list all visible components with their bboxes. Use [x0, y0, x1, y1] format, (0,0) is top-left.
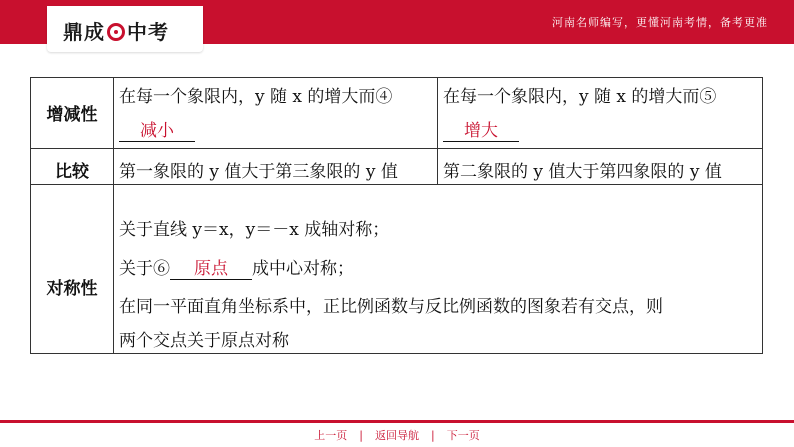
- answer-increase: 增大: [443, 116, 519, 142]
- prev-page-link[interactable]: 上一页: [314, 429, 348, 442]
- footer-separator: |: [431, 429, 435, 442]
- symmetry-line-2-suffix: 成中心对称；: [252, 259, 354, 279]
- header-slogan: 河南名师编写，更懂河南考情，备考更准: [552, 16, 768, 29]
- row-head-comparison: 比较: [55, 162, 89, 182]
- symmetry-line-2: [119, 254, 354, 280]
- footer-rule: [0, 420, 794, 423]
- back-to-nav-link[interactable]: 返回导航: [375, 429, 419, 442]
- logo: [47, 6, 203, 52]
- footer-separator: |: [359, 429, 363, 442]
- answer-origin: 原点: [170, 254, 252, 280]
- answer-decrease: 减小: [119, 116, 195, 142]
- properties-table: [30, 77, 763, 354]
- next-page-link[interactable]: 下一页: [446, 429, 480, 442]
- comparison-right-text: 第二象限的 y 值大于第四象限的 y 值: [443, 162, 722, 182]
- monotonicity-left-text: 在每一个象限内，y 随 x 的增大而④: [119, 87, 393, 107]
- row-divider: [31, 148, 762, 149]
- logo-text-left: 鼎成: [63, 20, 105, 44]
- footer-nav: [0, 427, 794, 443]
- row-head-symmetry: 对称性: [46, 279, 98, 299]
- symmetry-line-4: 两个交点关于原点对称: [119, 331, 289, 351]
- comparison-left-text: 第一象限的 y 值大于第三象限的 y 值: [119, 162, 398, 182]
- symmetry-line-1: 关于直线 y＝x，y＝－x 成轴对称；: [119, 220, 390, 240]
- symmetry-line-3: 在同一平面直角坐标系中，正比例函数与反比例函数的图象若有交点，则: [119, 297, 663, 317]
- target-icon: [107, 23, 125, 41]
- monotonicity-right-blank: [443, 116, 519, 142]
- column-divider: [113, 78, 114, 353]
- monotonicity-right-text: 在每一个象限内，y 随 x 的增大而⑤: [443, 87, 717, 107]
- logo-text-right: 中考: [127, 20, 169, 44]
- row-divider: [31, 184, 762, 185]
- column-divider-middle: [437, 78, 438, 184]
- row-head-monotonicity: 增减性: [46, 105, 98, 125]
- monotonicity-left-blank: [119, 116, 195, 142]
- header-bar: [0, 0, 794, 44]
- symmetry-line-2-prefix: 关于⑥: [119, 259, 170, 279]
